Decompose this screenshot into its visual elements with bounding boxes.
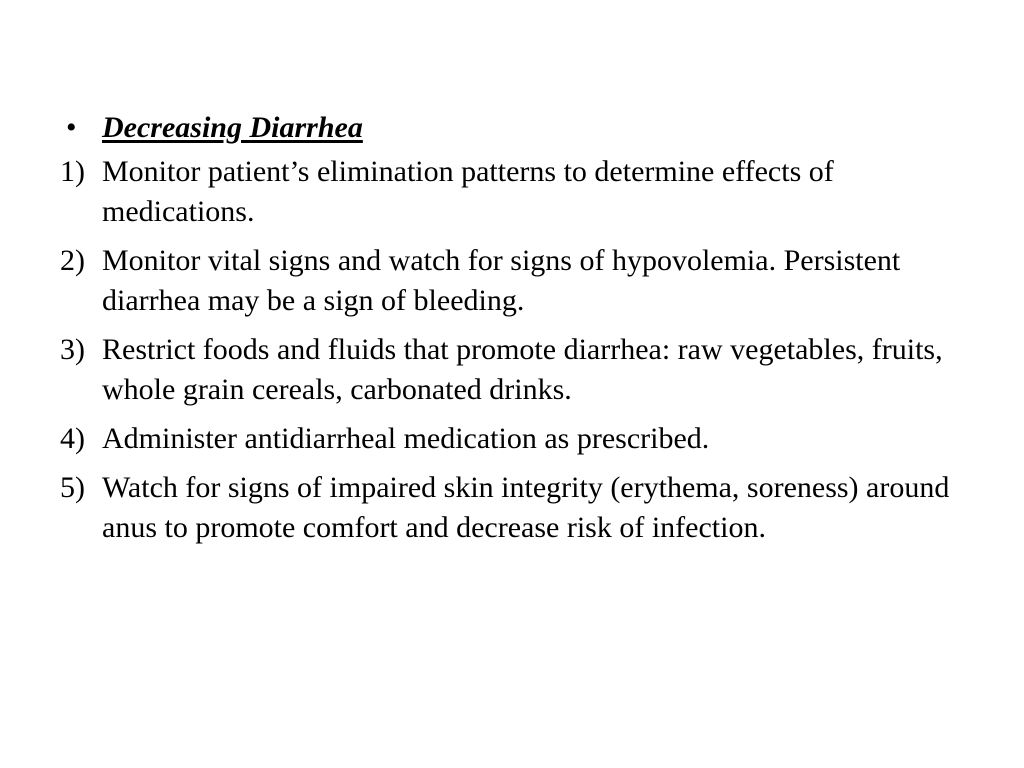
step-item-1 [60, 152, 980, 232]
step-text: Watch for signs of impaired skin integrity (erythema, soreness) around anus to promote comfort and decrease risk of infection. [102, 471, 950, 544]
step-number: 4) [60, 422, 85, 455]
step-text: Monitor patient’s elimination patterns to determine effects of medications. [102, 155, 834, 228]
slide-content [60, 108, 980, 557]
steps-list [60, 152, 980, 548]
step-number: 3) [60, 333, 85, 366]
step-number: 5) [60, 471, 85, 504]
step-item-4 [60, 419, 980, 459]
step-item-2 [60, 241, 980, 321]
heading-bullet-line [60, 108, 980, 148]
step-item-3 [60, 330, 980, 410]
step-text: Administer antidiarrheal medication as prescribed. [102, 422, 710, 455]
step-text: Monitor vital signs and watch for signs of hypovolemia. Persistent diarrhea may be a sign of bleeding. [102, 244, 901, 317]
bullet-icon: • [66, 111, 77, 144]
step-number: 1) [60, 155, 85, 188]
step-text: Restrict foods and fluids that promote diarrhea: raw vegetables, fruits, whole grain cereals, carbonated drinks. [102, 333, 943, 406]
step-item-5 [60, 468, 980, 548]
step-number: 2) [60, 244, 85, 277]
slide-heading: Decreasing Diarrhea [102, 111, 363, 144]
